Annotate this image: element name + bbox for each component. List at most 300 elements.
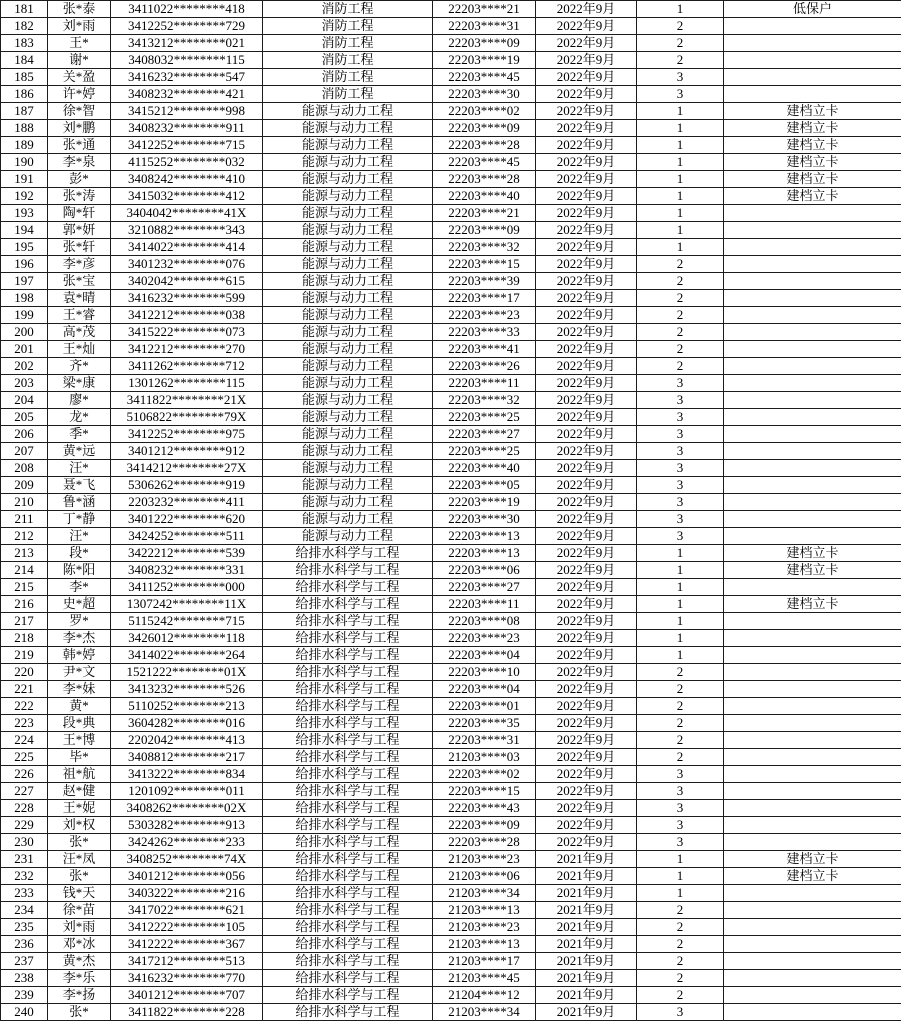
cell-major: 消防工程 xyxy=(263,18,433,35)
cell-id-number-masked: 3408032********115 xyxy=(111,52,263,69)
cell-student-number-masked: 21203****06 xyxy=(433,868,536,885)
cell-enrollment-date: 2022年9月 xyxy=(536,103,637,120)
cell-id-number-masked: 5110252********213 xyxy=(111,698,263,715)
cell-row-number: 184 xyxy=(1,52,48,69)
cell-major: 能源与动力工程 xyxy=(263,477,433,494)
cell-student-name: 刘*雨 xyxy=(48,18,111,35)
cell-student-number-masked: 22203****25 xyxy=(433,443,536,460)
cell-subsidy-level: 1 xyxy=(637,647,724,664)
cell-enrollment-date: 2022年9月 xyxy=(536,732,637,749)
cell-id-number-masked: 5106822********79X xyxy=(111,409,263,426)
cell-student-name: 李*乐 xyxy=(48,970,111,987)
cell-enrollment-date: 2022年9月 xyxy=(536,834,637,851)
cell-row-number: 208 xyxy=(1,460,48,477)
cell-remark xyxy=(724,239,901,256)
cell-major: 给排水科学与工程 xyxy=(263,834,433,851)
cell-remark: 建档立卡 xyxy=(724,103,901,120)
cell-subsidy-level: 1 xyxy=(637,171,724,188)
cell-row-number: 216 xyxy=(1,596,48,613)
table-row xyxy=(1,205,901,222)
cell-student-name: 黄*杰 xyxy=(48,953,111,970)
cell-enrollment-date: 2022年9月 xyxy=(536,494,637,511)
table-row xyxy=(1,392,901,409)
cell-student-name: 徐*智 xyxy=(48,103,111,120)
table-row xyxy=(1,307,901,324)
cell-remark xyxy=(724,392,901,409)
cell-major: 给排水科学与工程 xyxy=(263,647,433,664)
cell-major: 能源与动力工程 xyxy=(263,103,433,120)
cell-student-name: 王*灿 xyxy=(48,341,111,358)
table-row xyxy=(1,579,901,596)
cell-enrollment-date: 2021年9月 xyxy=(536,936,637,953)
cell-student-name: 高*茂 xyxy=(48,324,111,341)
cell-enrollment-date: 2022年9月 xyxy=(536,647,637,664)
table-row xyxy=(1,443,901,460)
cell-remark xyxy=(724,443,901,460)
cell-subsidy-level: 1 xyxy=(637,868,724,885)
cell-subsidy-level: 2 xyxy=(637,256,724,273)
cell-major: 消防工程 xyxy=(263,35,433,52)
cell-remark xyxy=(724,18,901,35)
cell-row-number: 228 xyxy=(1,800,48,817)
cell-remark xyxy=(724,52,901,69)
cell-id-number-masked: 3412222********367 xyxy=(111,936,263,953)
cell-enrollment-date: 2022年9月 xyxy=(536,120,637,137)
cell-id-number-masked: 3401232********076 xyxy=(111,256,263,273)
cell-row-number: 189 xyxy=(1,137,48,154)
cell-student-name: 鲁*涵 xyxy=(48,494,111,511)
cell-subsidy-level: 2 xyxy=(637,953,724,970)
cell-student-name: 张*涛 xyxy=(48,188,111,205)
cell-major: 能源与动力工程 xyxy=(263,137,433,154)
cell-enrollment-date: 2022年9月 xyxy=(536,86,637,103)
cell-major: 给排水科学与工程 xyxy=(263,817,433,834)
cell-enrollment-date: 2022年9月 xyxy=(536,426,637,443)
cell-major: 给排水科学与工程 xyxy=(263,919,433,936)
cell-remark: 建档立卡 xyxy=(724,596,901,613)
cell-id-number-masked: 3401212********912 xyxy=(111,443,263,460)
cell-enrollment-date: 2022年9月 xyxy=(536,511,637,528)
cell-major: 能源与动力工程 xyxy=(263,154,433,171)
cell-id-number-masked: 3408242********410 xyxy=(111,171,263,188)
cell-id-number-masked: 3417022********621 xyxy=(111,902,263,919)
cell-student-number-masked: 22203****09 xyxy=(433,35,536,52)
cell-row-number: 214 xyxy=(1,562,48,579)
cell-enrollment-date: 2022年9月 xyxy=(536,256,637,273)
cell-major: 能源与动力工程 xyxy=(263,307,433,324)
cell-student-name: 刘*雨 xyxy=(48,919,111,936)
table-row xyxy=(1,681,901,698)
cell-student-name: 张*通 xyxy=(48,137,111,154)
cell-id-number-masked: 3408252********74X xyxy=(111,851,263,868)
cell-subsidy-level: 2 xyxy=(637,358,724,375)
cell-subsidy-level: 3 xyxy=(637,409,724,426)
cell-student-name: 史*超 xyxy=(48,596,111,613)
cell-enrollment-date: 2022年9月 xyxy=(536,698,637,715)
cell-student-number-masked: 22203****09 xyxy=(433,120,536,137)
cell-student-name: 刘*权 xyxy=(48,817,111,834)
cell-id-number-masked: 3403222********216 xyxy=(111,885,263,902)
cell-subsidy-level: 2 xyxy=(637,35,724,52)
cell-row-number: 232 xyxy=(1,868,48,885)
cell-student-name: 张*轩 xyxy=(48,239,111,256)
cell-id-number-masked: 3411822********228 xyxy=(111,1004,263,1021)
cell-row-number: 234 xyxy=(1,902,48,919)
cell-remark xyxy=(724,341,901,358)
cell-enrollment-date: 2022年9月 xyxy=(536,392,637,409)
cell-remark xyxy=(724,205,901,222)
cell-major: 给排水科学与工程 xyxy=(263,783,433,800)
cell-enrollment-date: 2022年9月 xyxy=(536,596,637,613)
cell-remark xyxy=(724,324,901,341)
cell-major: 给排水科学与工程 xyxy=(263,613,433,630)
cell-student-name: 梁*康 xyxy=(48,375,111,392)
cell-subsidy-level: 2 xyxy=(637,698,724,715)
cell-student-name: 尹*文 xyxy=(48,664,111,681)
cell-id-number-masked: 3412222********105 xyxy=(111,919,263,936)
cell-id-number-masked: 3401212********056 xyxy=(111,868,263,885)
cell-major: 给排水科学与工程 xyxy=(263,800,433,817)
cell-row-number: 199 xyxy=(1,307,48,324)
cell-remark xyxy=(724,460,901,477)
cell-student-name: 张* xyxy=(48,868,111,885)
cell-student-number-masked: 22203****15 xyxy=(433,256,536,273)
cell-remark xyxy=(724,375,901,392)
cell-major: 能源与动力工程 xyxy=(263,426,433,443)
cell-remark: 建档立卡 xyxy=(724,154,901,171)
table-row xyxy=(1,545,901,562)
cell-subsidy-level: 3 xyxy=(637,834,724,851)
cell-row-number: 222 xyxy=(1,698,48,715)
cell-remark xyxy=(724,477,901,494)
table-row xyxy=(1,698,901,715)
cell-enrollment-date: 2022年9月 xyxy=(536,409,637,426)
cell-enrollment-date: 2022年9月 xyxy=(536,562,637,579)
cell-student-name: 许*婷 xyxy=(48,86,111,103)
cell-remark: 建档立卡 xyxy=(724,137,901,154)
cell-major: 能源与动力工程 xyxy=(263,256,433,273)
cell-enrollment-date: 2022年9月 xyxy=(536,528,637,545)
cell-id-number-masked: 1201092********011 xyxy=(111,783,263,800)
cell-student-name: 李*杰 xyxy=(48,630,111,647)
cell-student-name: 齐* xyxy=(48,358,111,375)
cell-student-name: 邓*冰 xyxy=(48,936,111,953)
cell-row-number: 217 xyxy=(1,613,48,630)
cell-enrollment-date: 2022年9月 xyxy=(536,766,637,783)
cell-student-name: 王*睿 xyxy=(48,307,111,324)
cell-student-number-masked: 22203****40 xyxy=(433,188,536,205)
cell-remark xyxy=(724,613,901,630)
cell-row-number: 191 xyxy=(1,171,48,188)
cell-student-number-masked: 22203****23 xyxy=(433,630,536,647)
cell-subsidy-level: 3 xyxy=(637,86,724,103)
table-row xyxy=(1,766,901,783)
cell-major: 能源与动力工程 xyxy=(263,358,433,375)
cell-student-number-masked: 22203****21 xyxy=(433,205,536,222)
cell-row-number: 194 xyxy=(1,222,48,239)
cell-row-number: 233 xyxy=(1,885,48,902)
cell-enrollment-date: 2022年9月 xyxy=(536,154,637,171)
cell-student-number-masked: 22203****32 xyxy=(433,239,536,256)
cell-subsidy-level: 3 xyxy=(637,460,724,477)
table-row xyxy=(1,256,901,273)
cell-id-number-masked: 3415222********073 xyxy=(111,324,263,341)
cell-student-name: 丁*静 xyxy=(48,511,111,528)
cell-student-number-masked: 22203****09 xyxy=(433,817,536,834)
cell-student-name: 聂*飞 xyxy=(48,477,111,494)
cell-student-number-masked: 22203****32 xyxy=(433,392,536,409)
cell-row-number: 223 xyxy=(1,715,48,732)
cell-student-number-masked: 22203****02 xyxy=(433,766,536,783)
cell-enrollment-date: 2021年9月 xyxy=(536,919,637,936)
cell-id-number-masked: 3415212********998 xyxy=(111,103,263,120)
cell-row-number: 192 xyxy=(1,188,48,205)
cell-row-number: 201 xyxy=(1,341,48,358)
cell-enrollment-date: 2022年9月 xyxy=(536,205,637,222)
table-row xyxy=(1,562,901,579)
cell-remark xyxy=(724,409,901,426)
cell-row-number: 236 xyxy=(1,936,48,953)
cell-student-number-masked: 22203****30 xyxy=(433,511,536,528)
cell-id-number-masked: 3414212********27X xyxy=(111,460,263,477)
cell-enrollment-date: 2022年9月 xyxy=(536,477,637,494)
cell-remark xyxy=(724,749,901,766)
table-row xyxy=(1,103,901,120)
cell-student-name: 季* xyxy=(48,426,111,443)
cell-enrollment-date: 2022年9月 xyxy=(536,783,637,800)
cell-subsidy-level: 1 xyxy=(637,596,724,613)
cell-major: 给排水科学与工程 xyxy=(263,681,433,698)
cell-remark: 建档立卡 xyxy=(724,188,901,205)
cell-row-number: 239 xyxy=(1,987,48,1004)
table-row xyxy=(1,885,901,902)
cell-major: 能源与动力工程 xyxy=(263,120,433,137)
cell-remark xyxy=(724,783,901,800)
cell-enrollment-date: 2022年9月 xyxy=(536,1,637,18)
cell-remark: 建档立卡 xyxy=(724,545,901,562)
cell-subsidy-level: 2 xyxy=(637,307,724,324)
cell-id-number-masked: 3424252********511 xyxy=(111,528,263,545)
cell-student-number-masked: 22203****06 xyxy=(433,562,536,579)
cell-subsidy-level: 2 xyxy=(637,290,724,307)
cell-student-name: 毕* xyxy=(48,749,111,766)
cell-remark xyxy=(724,69,901,86)
cell-student-name: 关*盈 xyxy=(48,69,111,86)
cell-row-number: 213 xyxy=(1,545,48,562)
cell-subsidy-level: 3 xyxy=(637,494,724,511)
cell-enrollment-date: 2022年9月 xyxy=(536,273,637,290)
cell-row-number: 181 xyxy=(1,1,48,18)
cell-row-number: 221 xyxy=(1,681,48,698)
cell-student-number-masked: 21203****45 xyxy=(433,970,536,987)
cell-student-name: 龙* xyxy=(48,409,111,426)
cell-major: 消防工程 xyxy=(263,1,433,18)
cell-enrollment-date: 2022年9月 xyxy=(536,460,637,477)
cell-student-number-masked: 22203****31 xyxy=(433,732,536,749)
cell-id-number-masked: 3426012********118 xyxy=(111,630,263,647)
cell-id-number-masked: 3417212********513 xyxy=(111,953,263,970)
cell-major: 给排水科学与工程 xyxy=(263,902,433,919)
cell-remark xyxy=(724,273,901,290)
cell-enrollment-date: 2021年9月 xyxy=(536,902,637,919)
cell-remark xyxy=(724,919,901,936)
cell-remark xyxy=(724,511,901,528)
cell-student-name: 段* xyxy=(48,545,111,562)
cell-id-number-masked: 3402042********615 xyxy=(111,273,263,290)
cell-enrollment-date: 2022年9月 xyxy=(536,137,637,154)
cell-student-number-masked: 22203****28 xyxy=(433,171,536,188)
cell-major: 给排水科学与工程 xyxy=(263,545,433,562)
table-row xyxy=(1,341,901,358)
cell-remark xyxy=(724,885,901,902)
cell-remark xyxy=(724,256,901,273)
cell-enrollment-date: 2022年9月 xyxy=(536,800,637,817)
table-row xyxy=(1,664,901,681)
cell-student-number-masked: 22203****04 xyxy=(433,681,536,698)
cell-id-number-masked: 3411252********000 xyxy=(111,579,263,596)
cell-student-name: 汪* xyxy=(48,460,111,477)
cell-id-number-masked: 3416232********770 xyxy=(111,970,263,987)
cell-id-number-masked: 3210882********343 xyxy=(111,222,263,239)
cell-major: 消防工程 xyxy=(263,86,433,103)
cell-remark: 建档立卡 xyxy=(724,562,901,579)
cell-student-number-masked: 22203****33 xyxy=(433,324,536,341)
cell-subsidy-level: 2 xyxy=(637,919,724,936)
table-row xyxy=(1,511,901,528)
cell-enrollment-date: 2022年9月 xyxy=(536,171,637,188)
cell-id-number-masked: 5306262********919 xyxy=(111,477,263,494)
cell-remark xyxy=(724,953,901,970)
cell-enrollment-date: 2021年9月 xyxy=(536,953,637,970)
cell-student-name: 陈*阳 xyxy=(48,562,111,579)
cell-student-number-masked: 22203****13 xyxy=(433,545,536,562)
cell-row-number: 211 xyxy=(1,511,48,528)
cell-major: 给排水科学与工程 xyxy=(263,579,433,596)
cell-row-number: 185 xyxy=(1,69,48,86)
cell-row-number: 219 xyxy=(1,647,48,664)
cell-remark xyxy=(724,698,901,715)
cell-student-number-masked: 22203****45 xyxy=(433,69,536,86)
table-row xyxy=(1,1,901,18)
cell-id-number-masked: 3416232********547 xyxy=(111,69,263,86)
table-row xyxy=(1,375,901,392)
cell-row-number: 206 xyxy=(1,426,48,443)
cell-id-number-masked: 3413212********021 xyxy=(111,35,263,52)
cell-student-number-masked: 21203****23 xyxy=(433,851,536,868)
cell-major: 能源与动力工程 xyxy=(263,324,433,341)
cell-remark: 低保户 xyxy=(724,1,901,18)
cell-major: 给排水科学与工程 xyxy=(263,698,433,715)
cell-enrollment-date: 2021年9月 xyxy=(536,987,637,1004)
cell-enrollment-date: 2022年9月 xyxy=(536,35,637,52)
cell-subsidy-level: 1 xyxy=(637,851,724,868)
cell-row-number: 227 xyxy=(1,783,48,800)
cell-row-number: 202 xyxy=(1,358,48,375)
cell-student-name: 袁*晴 xyxy=(48,290,111,307)
cell-enrollment-date: 2022年9月 xyxy=(536,715,637,732)
cell-student-name: 王* xyxy=(48,35,111,52)
cell-enrollment-date: 2022年9月 xyxy=(536,307,637,324)
table-row xyxy=(1,868,901,885)
cell-student-number-masked: 22203****26 xyxy=(433,358,536,375)
table-row xyxy=(1,477,901,494)
cell-enrollment-date: 2022年9月 xyxy=(536,69,637,86)
cell-student-name: 汪* xyxy=(48,528,111,545)
cell-row-number: 186 xyxy=(1,86,48,103)
cell-remark xyxy=(724,766,901,783)
cell-student-number-masked: 22203****28 xyxy=(433,834,536,851)
cell-row-number: 225 xyxy=(1,749,48,766)
cell-remark xyxy=(724,86,901,103)
cell-student-number-masked: 22203****35 xyxy=(433,715,536,732)
cell-remark xyxy=(724,290,901,307)
table-row xyxy=(1,188,901,205)
cell-major: 能源与动力工程 xyxy=(263,494,433,511)
cell-subsidy-level: 2 xyxy=(637,902,724,919)
cell-row-number: 198 xyxy=(1,290,48,307)
cell-student-number-masked: 22203****39 xyxy=(433,273,536,290)
cell-subsidy-level: 1 xyxy=(637,1,724,18)
cell-remark xyxy=(724,494,901,511)
cell-subsidy-level: 1 xyxy=(637,154,724,171)
cell-subsidy-level: 1 xyxy=(637,120,724,137)
cell-enrollment-date: 2022年9月 xyxy=(536,681,637,698)
cell-row-number: 226 xyxy=(1,766,48,783)
cell-id-number-masked: 3401222********620 xyxy=(111,511,263,528)
cell-major: 能源与动力工程 xyxy=(263,205,433,222)
cell-major: 能源与动力工程 xyxy=(263,273,433,290)
table-row xyxy=(1,817,901,834)
cell-major: 能源与动力工程 xyxy=(263,460,433,477)
cell-subsidy-level: 2 xyxy=(637,715,724,732)
table-row xyxy=(1,953,901,970)
cell-student-name: 张* xyxy=(48,1004,111,1021)
cell-remark xyxy=(724,970,901,987)
cell-subsidy-level: 1 xyxy=(637,188,724,205)
cell-subsidy-level: 2 xyxy=(637,970,724,987)
cell-id-number-masked: 3411022********418 xyxy=(111,1,263,18)
cell-id-number-masked: 2203232********411 xyxy=(111,494,263,511)
cell-student-name: 张*宝 xyxy=(48,273,111,290)
cell-major: 给排水科学与工程 xyxy=(263,970,433,987)
cell-student-number-masked: 22203****45 xyxy=(433,154,536,171)
cell-student-name: 王*妮 xyxy=(48,800,111,817)
cell-id-number-masked: 3411822********21X xyxy=(111,392,263,409)
cell-enrollment-date: 2022年9月 xyxy=(536,630,637,647)
cell-student-number-masked: 22203****43 xyxy=(433,800,536,817)
cell-id-number-masked: 3408232********911 xyxy=(111,120,263,137)
cell-student-number-masked: 22203****19 xyxy=(433,494,536,511)
cell-enrollment-date: 2022年9月 xyxy=(536,664,637,681)
cell-subsidy-level: 2 xyxy=(637,341,724,358)
cell-enrollment-date: 2022年9月 xyxy=(536,222,637,239)
cell-major: 给排水科学与工程 xyxy=(263,766,433,783)
cell-remark: 建档立卡 xyxy=(724,120,901,137)
cell-student-number-masked: 21204****12 xyxy=(433,987,536,1004)
cell-remark xyxy=(724,307,901,324)
cell-row-number: 204 xyxy=(1,392,48,409)
table-row xyxy=(1,171,901,188)
cell-subsidy-level: 3 xyxy=(637,800,724,817)
cell-id-number-masked: 3412252********729 xyxy=(111,18,263,35)
table-row xyxy=(1,290,901,307)
cell-student-number-masked: 22203****15 xyxy=(433,783,536,800)
cell-major: 能源与动力工程 xyxy=(263,392,433,409)
cell-major: 能源与动力工程 xyxy=(263,171,433,188)
cell-student-name: 张* xyxy=(48,834,111,851)
cell-subsidy-level: 2 xyxy=(637,987,724,1004)
table-row xyxy=(1,936,901,953)
